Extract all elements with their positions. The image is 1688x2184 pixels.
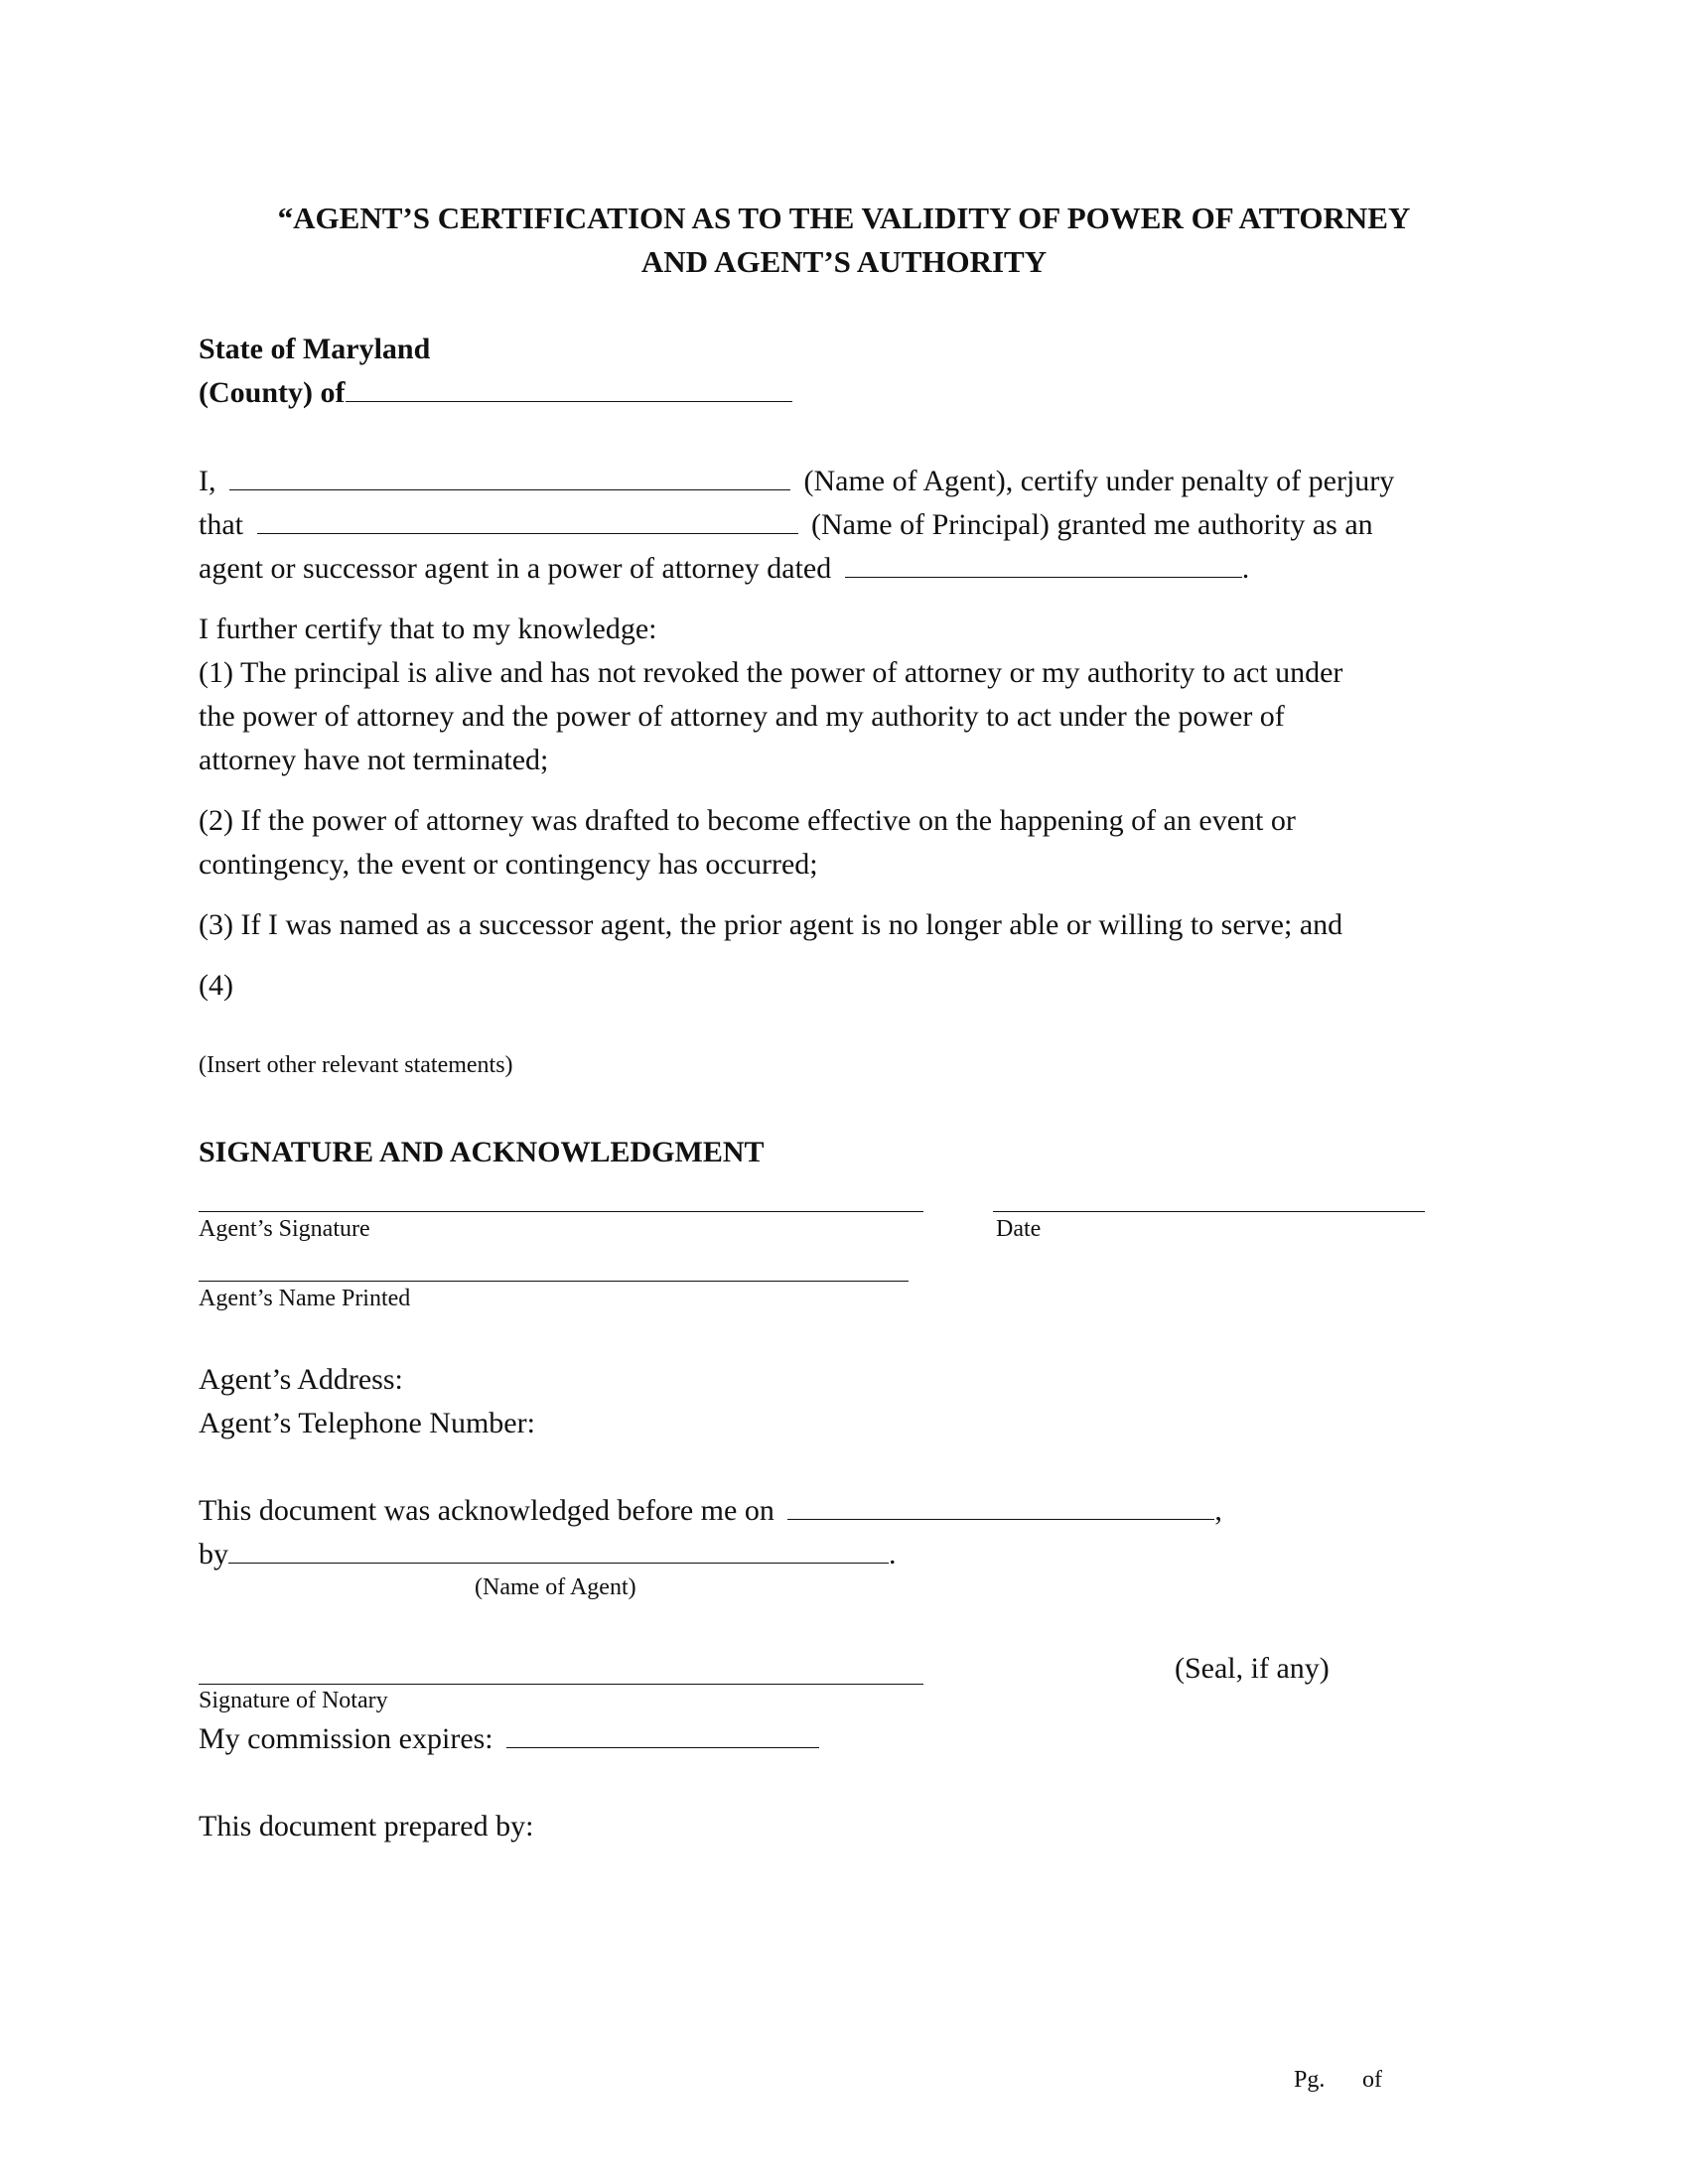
acknowledgment-date-field[interactable] <box>787 1491 1214 1520</box>
acknowledgment-agent-field[interactable] <box>228 1535 889 1564</box>
page-label: Pg. <box>1294 2067 1326 2093</box>
agent-name-printed-line[interactable] <box>199 1281 909 1282</box>
notary-signature-line[interactable] <box>199 1684 923 1685</box>
poa-dated-label: agent or successor agent in a power of attorney dated <box>199 552 832 585</box>
item-1-line-2: the power of attorney and the power of attorney and my authority to act under the power of <box>199 700 1285 733</box>
item-1-line-3: attorney have not terminated; <box>199 744 549 776</box>
commission-row <box>199 1717 819 1761</box>
poa-date-field[interactable] <box>845 549 1242 578</box>
item-1-line-1: (1) The principal is alive and has not revoked the power of attorney or my authority to act under <box>199 656 1343 689</box>
item-2-line-1: (2) If the power of attorney was drafted to become effective on the happening of an event or <box>199 804 1296 837</box>
agent-phone-label: Agent’s Telephone Number: <box>199 1407 535 1439</box>
period: . <box>1241 552 1250 585</box>
commission-expires-field[interactable] <box>506 1719 819 1748</box>
name-of-principal-caption: (Name of Principal) granted me authority as an <box>811 508 1373 541</box>
item-2-line-2: contingency, the event or contingency has occurred; <box>199 848 818 881</box>
knowledge-intro: I further certify that to my knowledge: <box>199 613 657 645</box>
notary-signature-label: Signature of Notary <box>199 1688 388 1713</box>
commission-label: My commission expires: <box>199 1722 493 1755</box>
name-of-agent-caption: (Name of Agent), certify under penalty of perjury <box>803 465 1395 497</box>
certify-i-label: I, <box>199 465 216 497</box>
certify-that-label: that <box>199 508 243 541</box>
county-field[interactable] <box>346 373 792 402</box>
signature-heading: SIGNATURE AND ACKNOWLEDGMENT <box>199 1136 765 1168</box>
item-4: (4) <box>199 969 233 1002</box>
document-title-line-1: “AGENT’S CERTIFICATION AS TO THE VALIDITY OF POWER OF ATTORNEY <box>277 201 1411 235</box>
agent-signature-label: Agent’s Signature <box>199 1216 370 1242</box>
certify-line-1 <box>199 460 1394 503</box>
agent-name-printed-label: Agent’s Name Printed <box>199 1286 411 1311</box>
period: . <box>889 1538 897 1570</box>
page-of-label: of <box>1362 2067 1382 2093</box>
principal-name-field[interactable] <box>257 505 798 534</box>
other-statements-note: (Insert other relevant statements) <box>199 1052 513 1078</box>
certify-line-3 <box>199 547 1249 591</box>
acknowledged-label: This document was acknowledged before me on <box>199 1494 774 1527</box>
county-row <box>199 371 792 415</box>
comma: , <box>1214 1494 1222 1527</box>
agent-address-label: Agent’s Address: <box>199 1363 403 1396</box>
agent-signature-line[interactable] <box>199 1211 923 1212</box>
agent-name-field[interactable] <box>229 462 790 490</box>
prepared-by-label: This document prepared by: <box>199 1810 534 1843</box>
acknowledgment-line-1 <box>199 1489 1222 1533</box>
by-label: by <box>199 1538 228 1570</box>
date-label: Date <box>996 1216 1042 1242</box>
name-of-agent-caption-2: (Name of Agent) <box>475 1574 636 1600</box>
seal-label: (Seal, if any) <box>1175 1652 1330 1685</box>
acknowledgment-line-2 <box>199 1533 897 1576</box>
item-3: (3) If I was named as a successor agent, the prior agent is no longer able or willing to serve; and <box>199 908 1343 941</box>
state-label: State of Maryland <box>199 333 431 365</box>
county-label: (County) of <box>199 376 346 409</box>
certify-line-2 <box>199 503 1373 547</box>
document-title-line-2: AND AGENT’S AUTHORITY <box>640 244 1048 279</box>
date-line[interactable] <box>993 1211 1425 1212</box>
